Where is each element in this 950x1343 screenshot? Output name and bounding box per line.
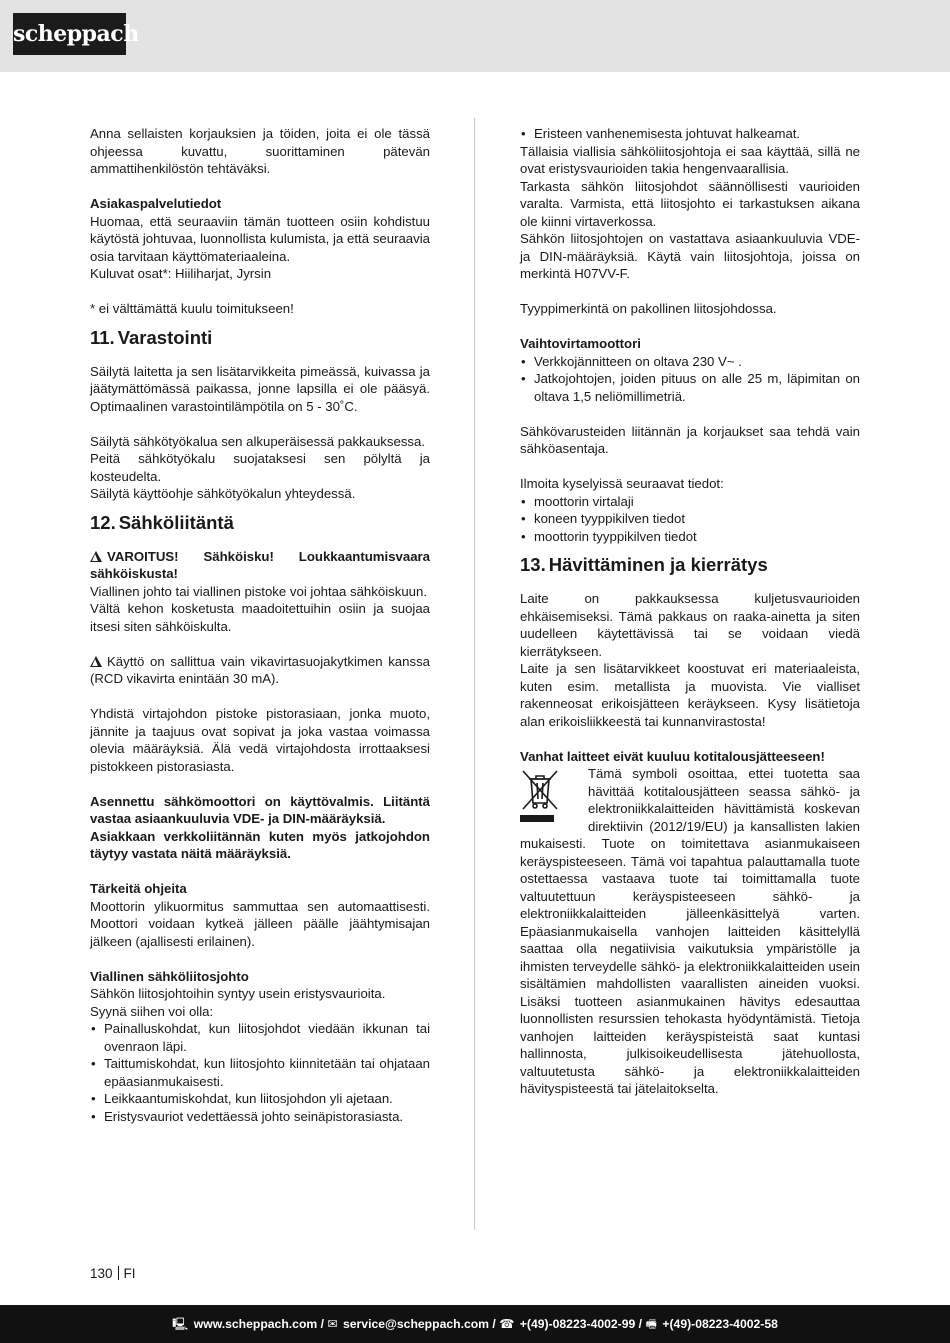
list-item: • Eristysvauriot vedettäessä johto seinäpistorasiasta.: [90, 1108, 430, 1126]
scheppach-logo: scheppach: [13, 13, 126, 55]
warning-heading: VAROITUS! Sähköisku! Loukkaantumisvaara sähköiskusta!: [90, 548, 430, 581]
footer-website[interactable]: www.scheppach.com /: [193, 1317, 324, 1331]
list-item: • koneen tyyppikilven tiedot: [520, 510, 860, 528]
service-paragraph: Huomaa, että seuraaviin tämän tuotteen osiin kohdistuu käytöstä johtuvaa, luonnollista kulumista, ja että seuraavia osia tarvitaan käyttömateriaaleina.: [90, 213, 430, 264]
damaged-cable-list: [90, 1020, 430, 1125]
mail-icon: ✉: [327, 1317, 338, 1331]
footer-phone: +(49)-08223-4002-99 /: [519, 1317, 643, 1331]
aging-list: [520, 125, 860, 143]
disposal-paragraph-1: Laite on pakkauksessa kuljetusvaurioiden ehkäisemiseksi. Tämä pakkaus on raaka-ainetta ja siten uudelleen käytettävissä tai se voidaan viedä kierrätykseen.: [520, 591, 860, 659]
damaged-cable-text-2: Syynä siihen voi olla:: [90, 1003, 214, 1019]
list-item: • moottorin tyyppikilven tiedot: [520, 528, 860, 546]
section-13-heading: 13. Hävittäminen ja kierrätys: [520, 554, 768, 575]
section-12-heading: 12. Sähköliitäntä: [90, 511, 234, 533]
storage-paragraph-2: Säilytä sähkötyökalua sen alkuperäisessä pakkauksessa.: [90, 433, 426, 449]
wear-parts: Kuluvat osat*: Hiiliharjat, Jyrsin: [90, 266, 272, 281]
intro-paragraph: Anna sellaisten korjauksien ja töiden, joita ei ole tässä ohjeessa kuvattu, suorittaminen pätevän ammattihenkilöstön tehtäväksi.: [90, 126, 430, 176]
footer-email[interactable]: service@scheppach.com /: [343, 1317, 496, 1331]
computer-icon: 🖳: [172, 1317, 189, 1331]
footer-fax: +(49)-08223-4002-58: [662, 1317, 778, 1331]
cable-paragraph-2: Tarkasta sähkön liitosjohdot säännöllisesti vaurioiden varalta. Varmista, että liitosjohto ei tarkastuksen aikana ole kiinni virtaverkossa.: [520, 178, 860, 229]
footnote: * ei välttämättä kuulu toimitukseen!: [90, 301, 294, 316]
phone-icon: ☎: [499, 1317, 515, 1331]
crossed-bin-icon: [520, 767, 584, 833]
repair-paragraph: Sähkövarusteiden liitännän ja korjaukset saa tehdä vain sähköasentaja.: [520, 423, 860, 456]
column-divider: [474, 118, 475, 1230]
warning-triangle-icon: [90, 656, 102, 667]
header-bar: [0, 0, 950, 72]
right-column: [520, 125, 860, 1098]
section-11-heading: 11. Varastointi: [90, 326, 213, 348]
list-item: • Taittumiskohdat, kun liitosjohto kiinnitetään tai ohjataan epäasianmukaisesti.: [90, 1055, 430, 1090]
weee-heading: Vanhat laitteet eivät kuuluu kotitalousjätteeseen!: [520, 748, 825, 764]
page-number: 130 FI: [90, 1266, 136, 1281]
ac-motor-heading: Vaihtovirtamoottori: [520, 336, 641, 351]
warning-paragraph-1: Viallinen johto tai viallinen pistoke voi johtaa sähköiskuun.: [90, 583, 427, 599]
important-heading: Tärkeitä ohjeita: [90, 881, 187, 896]
ac-motor-list: [520, 353, 860, 406]
important-paragraph: Moottorin ylikuormitus sammuttaa sen automaattisesti. Moottori voidaan kytkeä jälleen päälle jäähtymisajan jälkeen (ajallisesti erilainen).: [90, 898, 430, 949]
inquiry-paragraph: Ilmoita kyselyissä seuraavat tiedot:: [520, 476, 724, 491]
cable-paragraph-1: Tällaisia viallisia sähköliitosjohtoja ei saa käyttää, sillä ne ovat eristysvaurioiden takia hengenvaarallisia.: [520, 143, 860, 176]
list-item: • moottorin virtalaji: [520, 493, 860, 511]
fax-icon: 🖷: [645, 1317, 657, 1331]
storage-paragraph-4: Säilytä käyttöohje sähkötyökalun yhteydessä.: [90, 486, 356, 501]
storage-paragraph-1: Säilytä laitetta ja sen lisätarvikkeita pimeässä, kuivassa ja jäätymättömässä paikassa, jonne lapsilla ei ole pääsyä. Optimaalinen varastointilämpötila on 5 - 30˚C.: [90, 363, 430, 414]
warning-paragraph-2: Vältä kehon kosketusta maadoitettuihin osiin ja suojaa itsesi siten sähköiskulta.: [90, 601, 430, 634]
list-item: • Eristeen vanhenemisesta johtuvat halkeamat.: [520, 125, 860, 143]
damaged-cable-heading: Viallinen sähköliitosjohto: [90, 968, 249, 984]
customer-connection-paragraph: Asiakkaan verkkoliitännän kuten myös jatkojohdon täytyy vastata näitä määräyksiä.: [90, 828, 430, 861]
left-column: [90, 125, 430, 1125]
disposal-paragraph-2: Laite ja sen lisätarvikkeet koostuvat eri materiaaleista, kuten esim. metallista ja muovista. Vie vialliset rakenneosat erikoisjätteen keräykseen. Kysy lisätietoja alan erikoisliikkeestä tai kunnanvirastosta!: [520, 661, 860, 729]
list-item: • Jatkojohtojen, joiden pituus on alle 25 m, läpimitan on oltava 1,5 neliömillimetriä.: [520, 370, 860, 405]
type-label-paragraph: Tyyppimerkintä on pakollinen liitosjohdossa.: [520, 301, 777, 316]
footer-bar: [0, 1305, 950, 1343]
storage-paragraph-3: Peitä sähkötyökalu suojataksesi sen pölyltä ja kosteudelta.: [90, 451, 430, 484]
rcd-paragraph: Käyttö on sallittua vain vikavirtasuojakytkimen kanssa (RCD vikavirta enintään 30 mA).: [90, 653, 430, 686]
weee-paragraph: Tämä symboli osoittaa, ettei tuotetta saa hävittää kotitalousjätteen seassa sähkö- ja elektroniikkalaitteiden hävittämistä koskevan direktiivin (2012/19/EU) ja kansallisten lakien mukaisesti. Tuote on toimitettava asianmukaiseen keräyspisteeseen. Tämä voi tapahtua palauttamalla tuote ostettaessa vastaava tuote tai toimittamalla tuote valtuutettuun keräyspisteeseen sähkö- ja elektroniikkalaitteiden jälleenkäsittelyä varten. Epäasianmukaisella vanhojen laitteiden käsittelyllä saattaa olla negatiivisia vaikutuksia ympäristölle ja ihmisten terveydelle sähkö- ja elektroniikkalaitteiden usein sisältämien mahdollisten vaarallisten aineiden vuoksi. Lisäksi tuotteen asianmukainen hävitys edesauttaa luonnollisten resurssien tehokasta hyödyntämistä. Tietoja vanhojen laitteiden keräyspisteistä saat kuntasi hallinnosta, julkisoikeudellisesta jätehuollosta, valtuutetusta sähkö- ja elektroniikkalaitteiden hävityspisteestä tai jätelaitokselta.: [520, 766, 860, 1096]
list-item: • Verkkojännitteen on oltava 230 V~ .: [520, 353, 860, 371]
warning-triangle-icon: [90, 551, 102, 562]
connect-paragraph: Yhdistä virtajohdon pistoke pistorasiaan, jonka muoto, jännite ja taajuus ovat sopivat ja joka vastaa voimassa olevia määräyksiä. Älä vedä virtajohdosta irrottaaksesi pistokkeen pistorasiasta.: [90, 706, 430, 774]
inquiry-list: [520, 493, 860, 546]
service-heading: Asiakaspalvelutiedot: [90, 196, 222, 211]
list-item: • Leikkaantumiskohdat, kun liitosjohdon yli ajetaan.: [90, 1090, 430, 1108]
damaged-cable-text-1: Sähkön liitosjohtoihin syntyy usein eristysvaurioita.: [90, 986, 386, 1001]
motor-ready-paragraph: Asennettu sähkömoottori on käyttövalmis. Liitäntä vastaa asiaankuuluvia VDE- ja DIN-määräyksiä.: [90, 793, 430, 826]
cable-paragraph-3: Sähkön liitosjohtojen on vastattava asiaankuuluvia VDE- ja DIN-määräyksiä. Käytä vain liitosjohtoja, joissa on merkintä H07VV-F.: [520, 231, 860, 281]
weee-block: [520, 765, 860, 1098]
list-item: • Painalluskohdat, kun liitosjohdot viedään ikkunan tai ovenraon läpi.: [90, 1020, 430, 1055]
